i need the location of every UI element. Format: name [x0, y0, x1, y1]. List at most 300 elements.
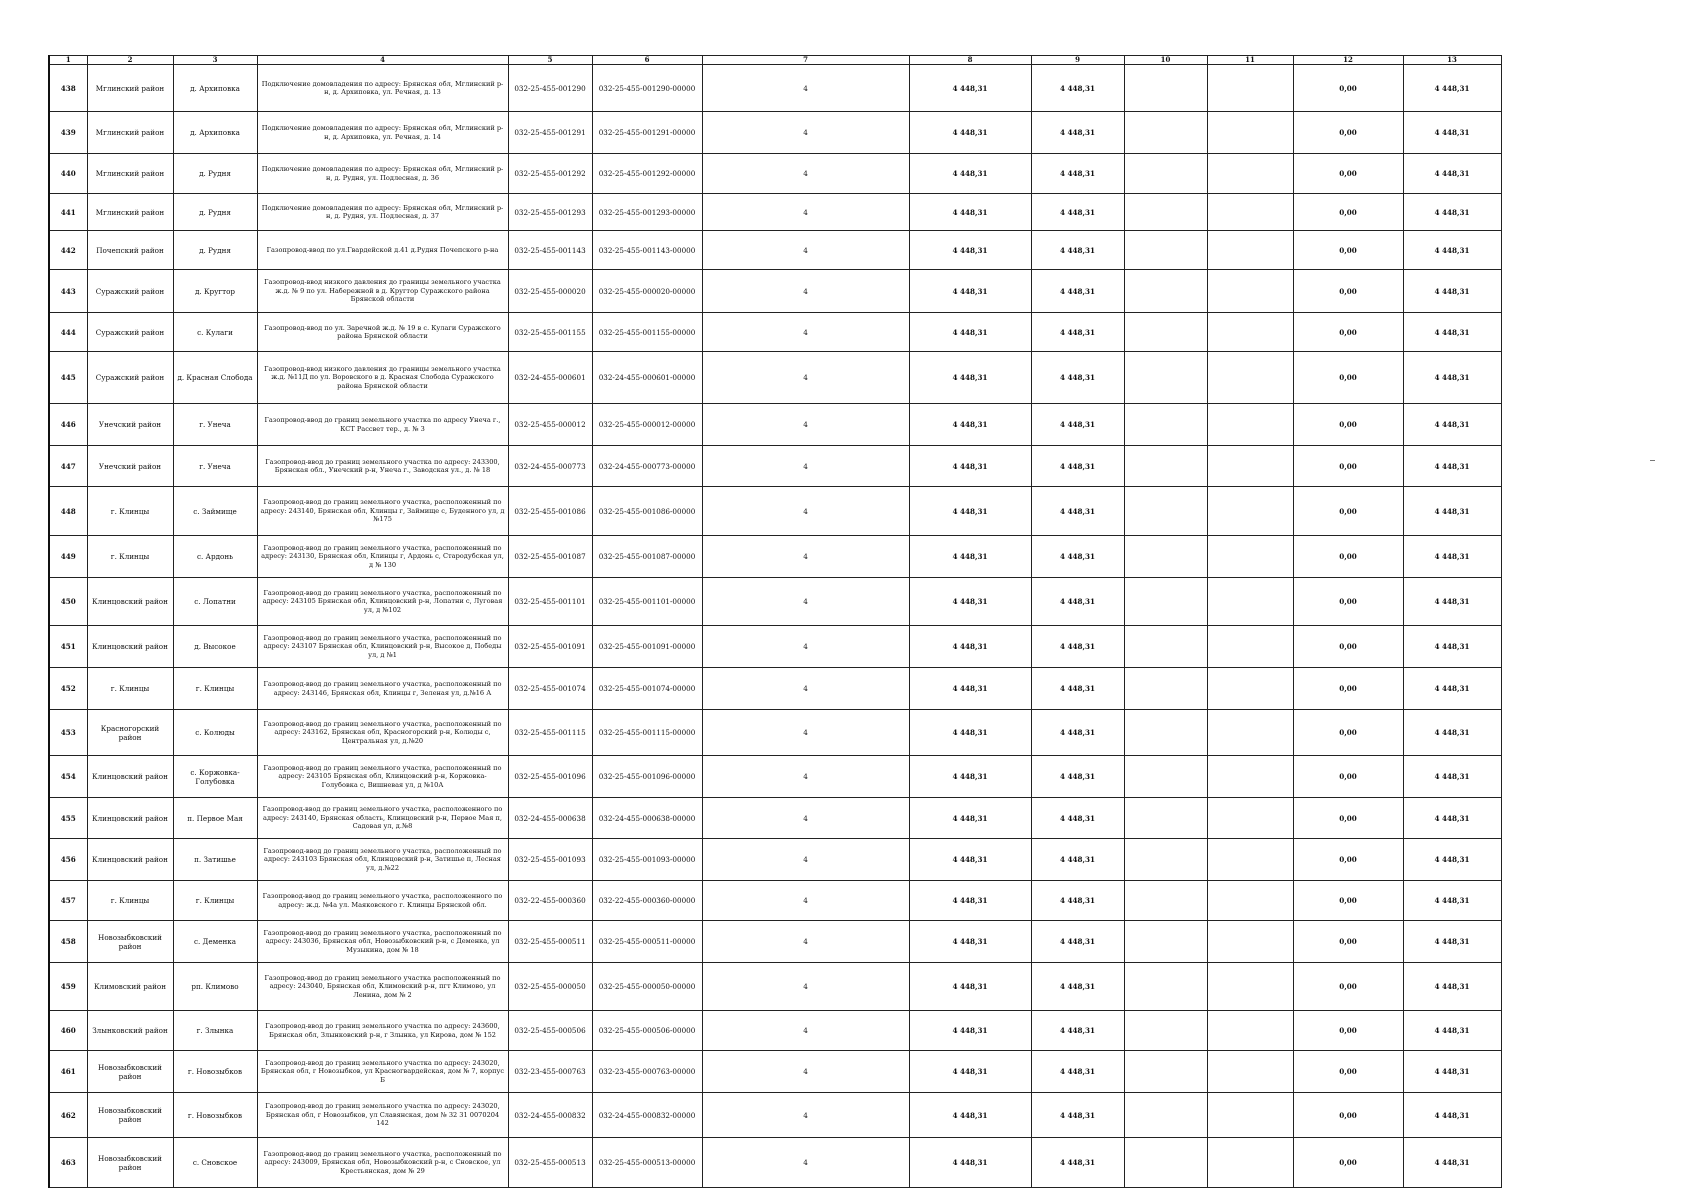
header-row [49, 56, 1501, 65]
col10-cell [1124, 626, 1207, 668]
col9-cell: 4 448,31 [1031, 798, 1124, 839]
object-description-cell: Газопровод-ввод до границ земельного участка по адресу: 243020, Брянская обл, г Новозыбков, ул Красногвардейская, дом № 7, корпус Б [257, 1051, 508, 1093]
col12-cell: 0,00 [1293, 313, 1403, 352]
table-row [49, 231, 1501, 270]
table-row [49, 963, 1501, 1011]
col8-cell: 4 448,31 [909, 710, 1031, 756]
column-header-12: 12 [1293, 56, 1403, 65]
full-code-cell: 032-25-455-001290-00000 [592, 65, 702, 112]
object-description-cell: Газопровод-ввод до границ земельного участка, расположенный по адресу: 243105 Брянская обл, Клинцовский р-н, Лопатни с, Луговая ул, д №102 [257, 578, 508, 626]
full-code-cell: 032-25-455-001074-00000 [592, 668, 702, 710]
col9-cell: 4 448,31 [1031, 1051, 1124, 1093]
col11-cell [1207, 487, 1293, 536]
district-cell: Унечский район [87, 404, 173, 446]
object-description-cell: Подключение домовладения по адресу: Брянская обл, Мглинский р-н, д. Архиповка, ул. Речная, д. 14 [257, 112, 508, 154]
district-cell: Клинцовский район [87, 839, 173, 881]
col13-cell: 4 448,31 [1403, 1138, 1501, 1188]
table-row [49, 446, 1501, 487]
col7-cell: 4 [702, 1011, 909, 1051]
object-code-cell: 032-24-455-000601 [508, 352, 592, 404]
col10-cell [1124, 798, 1207, 839]
district-cell: Суражский район [87, 352, 173, 404]
locality-cell: д. Высокое [173, 626, 257, 668]
locality-cell: д. Рудня [173, 194, 257, 231]
full-code-cell: 032-25-455-000020-00000 [592, 270, 702, 313]
col11-cell [1207, 1051, 1293, 1093]
object-description-cell: Газопровод-ввод до границ земельного участка по адресу: 243600, Брянская обл, Злынковский р-н, г Злынка, ул Кирова, дом № 152 [257, 1011, 508, 1051]
full-code-cell: 032-25-455-001293-00000 [592, 194, 702, 231]
object-description-cell: Газопровод-ввод до границ земельного участка, расположенный по адресу: 243130, Брянская обл, Клинцы г, Ардонь с, Стародубская ул, д № 130 [257, 536, 508, 578]
col13-cell: 4 448,31 [1403, 710, 1501, 756]
table-row [49, 487, 1501, 536]
col10-cell [1124, 578, 1207, 626]
col10-cell [1124, 1011, 1207, 1051]
object-code-cell: 032-25-455-001155 [508, 313, 592, 352]
district-cell: г. Клинцы [87, 487, 173, 536]
object-code-cell: 032-25-455-001093 [508, 839, 592, 881]
col7-cell: 4 [702, 352, 909, 404]
col10-cell [1124, 710, 1207, 756]
col12-cell: 0,00 [1293, 487, 1403, 536]
object-code-cell: 032-25-455-001291 [508, 112, 592, 154]
row-number: 446 [49, 404, 87, 446]
col11-cell [1207, 921, 1293, 963]
col9-cell: 4 448,31 [1031, 154, 1124, 194]
locality-cell: д. Рудня [173, 231, 257, 270]
locality-cell: г. Клинцы [173, 881, 257, 921]
col10-cell [1124, 536, 1207, 578]
district-cell: г. Клинцы [87, 881, 173, 921]
col11-cell [1207, 626, 1293, 668]
locality-cell: д. Архиповка [173, 112, 257, 154]
col8-cell: 4 448,31 [909, 1011, 1031, 1051]
row-number: 445 [49, 352, 87, 404]
full-code-cell: 032-25-455-000511-00000 [592, 921, 702, 963]
col13-cell: 4 448,31 [1403, 626, 1501, 668]
col10-cell [1124, 270, 1207, 313]
col13-cell: 4 448,31 [1403, 112, 1501, 154]
district-cell: Клинцовский район [87, 626, 173, 668]
col9-cell: 4 448,31 [1031, 65, 1124, 112]
object-code-cell: 032-25-455-000012 [508, 404, 592, 446]
locality-cell: п. Затишье [173, 839, 257, 881]
col11-cell [1207, 798, 1293, 839]
object-code-cell: 032-22-455-000360 [508, 881, 592, 921]
col7-cell: 4 [702, 626, 909, 668]
locality-cell: г. Унеча [173, 446, 257, 487]
col8-cell: 4 448,31 [909, 404, 1031, 446]
col11-cell [1207, 352, 1293, 404]
object-description-cell: Подключение домовладения по адресу: Брянская обл, Мглинский р-н, д. Архиповка, ул. Речная, д. 13 [257, 65, 508, 112]
col11-cell [1207, 881, 1293, 921]
col8-cell: 4 448,31 [909, 839, 1031, 881]
col12-cell: 0,00 [1293, 881, 1403, 921]
col8-cell: 4 448,31 [909, 1051, 1031, 1093]
col11-cell [1207, 536, 1293, 578]
row-number: 438 [49, 65, 87, 112]
col9-cell: 4 448,31 [1031, 668, 1124, 710]
col7-cell: 4 [702, 404, 909, 446]
table-row [49, 1093, 1501, 1138]
object-code-cell: 032-24-455-000638 [508, 798, 592, 839]
col12-cell: 0,00 [1293, 578, 1403, 626]
col13-cell: 4 448,31 [1403, 446, 1501, 487]
col12-cell: 0,00 [1293, 921, 1403, 963]
table-row [49, 154, 1501, 194]
row-number: 449 [49, 536, 87, 578]
col12-cell: 0,00 [1293, 154, 1403, 194]
col7-cell: 4 [702, 839, 909, 881]
col7-cell: 4 [702, 270, 909, 313]
col7-cell: 4 [702, 112, 909, 154]
col8-cell: 4 448,31 [909, 536, 1031, 578]
object-description-cell: Газопровод-ввод до границ земельного участка, расположенный по адресу: 243140, Брянская обл, Клинцы г, Займище с, Буденного ул, д №175 [257, 487, 508, 536]
col11-cell [1207, 404, 1293, 446]
col13-cell: 4 448,31 [1403, 1093, 1501, 1138]
column-header-6: 6 [592, 56, 702, 65]
district-cell: Новозыбковский район [87, 1051, 173, 1093]
locality-cell: г. Новозыбков [173, 1051, 257, 1093]
row-number: 453 [49, 710, 87, 756]
col12-cell: 0,00 [1293, 404, 1403, 446]
full-code-cell: 032-25-455-001155-00000 [592, 313, 702, 352]
object-code-cell: 032-25-455-000020 [508, 270, 592, 313]
full-code-cell: 032-25-455-001087-00000 [592, 536, 702, 578]
col13-cell: 4 448,31 [1403, 154, 1501, 194]
district-cell: Суражский район [87, 270, 173, 313]
col8-cell: 4 448,31 [909, 668, 1031, 710]
col9-cell: 4 448,31 [1031, 112, 1124, 154]
col12-cell: 0,00 [1293, 1051, 1403, 1093]
table-row [49, 112, 1501, 154]
col9-cell: 4 448,31 [1031, 710, 1124, 756]
col8-cell: 4 448,31 [909, 154, 1031, 194]
col9-cell: 4 448,31 [1031, 446, 1124, 487]
col9-cell: 4 448,31 [1031, 839, 1124, 881]
col7-cell: 4 [702, 756, 909, 798]
district-cell: Клинцовский район [87, 798, 173, 839]
col13-cell: 4 448,31 [1403, 1051, 1501, 1093]
locality-cell: д. Красная Слобода [173, 352, 257, 404]
object-code-cell: 032-25-455-001091 [508, 626, 592, 668]
col11-cell [1207, 963, 1293, 1011]
object-code-cell: 032-25-455-001143 [508, 231, 592, 270]
col10-cell [1124, 839, 1207, 881]
object-code-cell: 032-24-455-000832 [508, 1093, 592, 1138]
district-cell: Мглинский район [87, 154, 173, 194]
district-cell: Суражский район [87, 313, 173, 352]
col12-cell: 0,00 [1293, 1138, 1403, 1188]
column-header-7: 7 [702, 56, 909, 65]
locality-cell: п. Первое Мая [173, 798, 257, 839]
col7-cell: 4 [702, 446, 909, 487]
col11-cell [1207, 839, 1293, 881]
col9-cell: 4 448,31 [1031, 404, 1124, 446]
row-number: 440 [49, 154, 87, 194]
col11-cell [1207, 756, 1293, 798]
object-description-cell: Газопровод-ввод до границ земельного участка по адресу: 243300, Брянская обл., Унечский р-н, Унеча г., Заводская ул., д. № 18 [257, 446, 508, 487]
district-cell: г. Клинцы [87, 668, 173, 710]
row-number: 457 [49, 881, 87, 921]
col11-cell [1207, 446, 1293, 487]
col8-cell: 4 448,31 [909, 756, 1031, 798]
col10-cell [1124, 313, 1207, 352]
table-row [49, 404, 1501, 446]
row-number: 451 [49, 626, 87, 668]
col9-cell: 4 448,31 [1031, 921, 1124, 963]
row-number: 441 [49, 194, 87, 231]
locality-cell: с. Лопатни [173, 578, 257, 626]
full-code-cell: 032-25-455-001143-00000 [592, 231, 702, 270]
full-code-cell: 032-25-455-001086-00000 [592, 487, 702, 536]
col8-cell: 4 448,31 [909, 270, 1031, 313]
col10-cell [1124, 487, 1207, 536]
district-cell: Красногорский район [87, 710, 173, 756]
object-description-cell: Газопровод-ввод до границ земельного участка, расположенный по адресу: 243105 Брянская обл, Клинцовский р-н, Коржовка-Голубовка с, Вишневая ул, д №10А [257, 756, 508, 798]
col8-cell: 4 448,31 [909, 798, 1031, 839]
object-code-cell: 032-25-455-001115 [508, 710, 592, 756]
col7-cell: 4 [702, 1051, 909, 1093]
col7-cell: 4 [702, 313, 909, 352]
district-cell: Новозыбковский район [87, 921, 173, 963]
row-number: 443 [49, 270, 87, 313]
col10-cell [1124, 1051, 1207, 1093]
col12-cell: 0,00 [1293, 112, 1403, 154]
table-row [49, 921, 1501, 963]
locality-cell: д. Кругтор [173, 270, 257, 313]
object-description-cell: Газопровод-ввод низкого давления до границы земельного участка ж.д. № 9 по ул. Набережной в д. Кругтор Суражского района Брянской области [257, 270, 508, 313]
col11-cell [1207, 154, 1293, 194]
col11-cell [1207, 1093, 1293, 1138]
full-code-cell: 032-25-455-001115-00000 [592, 710, 702, 756]
col13-cell: 4 448,31 [1403, 352, 1501, 404]
col7-cell: 4 [702, 921, 909, 963]
col7-cell: 4 [702, 1138, 909, 1188]
column-header-2: 2 [87, 56, 173, 65]
object-description-cell: Газопровод-ввод по ул.Гвардейской д.41 д.Рудня Почепского р-на [257, 231, 508, 270]
full-code-cell: 032-25-455-000012-00000 [592, 404, 702, 446]
col8-cell: 4 448,31 [909, 446, 1031, 487]
col13-cell: 4 448,31 [1403, 404, 1501, 446]
object-code-cell: 032-23-455-000763 [508, 1051, 592, 1093]
col10-cell [1124, 112, 1207, 154]
col7-cell: 4 [702, 154, 909, 194]
table-row [49, 536, 1501, 578]
table-row [49, 881, 1501, 921]
col7-cell: 4 [702, 487, 909, 536]
row-number: 448 [49, 487, 87, 536]
col9-cell: 4 448,31 [1031, 1093, 1124, 1138]
column-header-8: 8 [909, 56, 1031, 65]
col11-cell [1207, 1011, 1293, 1051]
col11-cell [1207, 65, 1293, 112]
object-code-cell: 032-25-455-001101 [508, 578, 592, 626]
full-code-cell: 032-25-455-000513-00000 [592, 1138, 702, 1188]
locality-cell: г. Унеча [173, 404, 257, 446]
col9-cell: 4 448,31 [1031, 231, 1124, 270]
locality-cell: с. Займище [173, 487, 257, 536]
col7-cell: 4 [702, 668, 909, 710]
district-cell: Мглинский район [87, 112, 173, 154]
row-number: 442 [49, 231, 87, 270]
full-code-cell: 032-25-455-000506-00000 [592, 1011, 702, 1051]
row-number: 460 [49, 1011, 87, 1051]
locality-cell: г. Новозыбков [173, 1093, 257, 1138]
col8-cell: 4 448,31 [909, 194, 1031, 231]
col7-cell: 4 [702, 578, 909, 626]
table-row [49, 65, 1501, 112]
locality-cell: д. Архиповка [173, 65, 257, 112]
col11-cell [1207, 313, 1293, 352]
col7-cell: 4 [702, 194, 909, 231]
object-description-cell: Газопровод-ввод до границ земельного участка, расположенный по адресу: 243107 Брянская обл, Клинцовский р-н, Высокое д, Победы ул, д №1 [257, 626, 508, 668]
col10-cell [1124, 756, 1207, 798]
col9-cell: 4 448,31 [1031, 313, 1124, 352]
district-cell: Унечский район [87, 446, 173, 487]
col9-cell: 4 448,31 [1031, 536, 1124, 578]
full-code-cell: 032-24-455-000601-00000 [592, 352, 702, 404]
object-code-cell: 032-25-455-001290 [508, 65, 592, 112]
row-number: 439 [49, 112, 87, 154]
locality-cell: с. Сновское [173, 1138, 257, 1188]
object-code-cell: 032-25-455-000513 [508, 1138, 592, 1188]
col8-cell: 4 448,31 [909, 881, 1031, 921]
col11-cell [1207, 1138, 1293, 1188]
district-cell: Почепский район [87, 231, 173, 270]
object-description-cell: Подключение домовладения по адресу: Брянская обл, Мглинский р-н, д. Рудня, ул. Подлесная, д. 37 [257, 194, 508, 231]
col10-cell [1124, 65, 1207, 112]
column-header-9: 9 [1031, 56, 1124, 65]
row-number: 454 [49, 756, 87, 798]
row-number: 450 [49, 578, 87, 626]
object-code-cell: 032-25-455-000511 [508, 921, 592, 963]
locality-cell: с. Деменка [173, 921, 257, 963]
full-code-cell: 032-25-455-001101-00000 [592, 578, 702, 626]
col12-cell: 0,00 [1293, 270, 1403, 313]
object-description-cell: Подключение домовладения по адресу: Брянская обл, Мглинский р-н, д. Рудня, ул. Подлесная, д. 36 [257, 154, 508, 194]
locality-cell: с. Колюды [173, 710, 257, 756]
full-code-cell: 032-25-455-001291-00000 [592, 112, 702, 154]
col9-cell: 4 448,31 [1031, 352, 1124, 404]
full-code-cell: 032-25-455-000050-00000 [592, 963, 702, 1011]
row-number: 456 [49, 839, 87, 881]
full-code-cell: 032-25-455-001091-00000 [592, 626, 702, 668]
col11-cell [1207, 668, 1293, 710]
table-row [49, 1138, 1501, 1188]
col12-cell: 0,00 [1293, 839, 1403, 881]
row-number: 462 [49, 1093, 87, 1138]
col8-cell: 4 448,31 [909, 626, 1031, 668]
column-header-5: 5 [508, 56, 592, 65]
col10-cell [1124, 668, 1207, 710]
object-code-cell: 032-25-455-001096 [508, 756, 592, 798]
col8-cell: 4 448,31 [909, 487, 1031, 536]
row-number: 447 [49, 446, 87, 487]
col12-cell: 0,00 [1293, 626, 1403, 668]
scan-mark [1650, 460, 1655, 461]
full-code-cell: 032-24-455-000638-00000 [592, 798, 702, 839]
table-row [49, 1011, 1501, 1051]
col10-cell [1124, 1138, 1207, 1188]
row-number: 452 [49, 668, 87, 710]
col8-cell: 4 448,31 [909, 963, 1031, 1011]
col8-cell: 4 448,31 [909, 1138, 1031, 1188]
col12-cell: 0,00 [1293, 446, 1403, 487]
district-cell: Мглинский район [87, 65, 173, 112]
object-description-cell: Газопровод-ввод до границ земельного участка, расположенный по адресу: 243103 Брянская обл, Клинцовский р-н, Затишье п, Лесная ул, д.№22 [257, 839, 508, 881]
col8-cell: 4 448,31 [909, 352, 1031, 404]
col9-cell: 4 448,31 [1031, 963, 1124, 1011]
table-row [49, 352, 1501, 404]
district-cell: Новозыбковский район [87, 1093, 173, 1138]
object-code-cell: 032-24-455-000773 [508, 446, 592, 487]
full-code-cell: 032-25-455-001093-00000 [592, 839, 702, 881]
col8-cell: 4 448,31 [909, 313, 1031, 352]
col13-cell: 4 448,31 [1403, 194, 1501, 231]
table-row [49, 756, 1501, 798]
object-description-cell: Газопровод-ввод по ул. Заречной ж.д. № 19 в с. Кулаги Суражского района Брянской области [257, 313, 508, 352]
district-cell: Новозыбковский район [87, 1138, 173, 1188]
district-cell: Злынковский район [87, 1011, 173, 1051]
row-number: 458 [49, 921, 87, 963]
full-code-cell: 032-25-455-001096-00000 [592, 756, 702, 798]
object-description-cell: Газопровод-ввод низкого давления до границы земельного участка ж.д. №11Д по ул. Воровского в д. Красная Слобода Суражского района Брянской области [257, 352, 508, 404]
object-description-cell: Газопровод-ввод до границ земельного участка по адресу: 243020, Брянская обл, г Новозыбков, ул Славянская, дом № 32 31 0070204 142 [257, 1093, 508, 1138]
col10-cell [1124, 154, 1207, 194]
column-header-4: 4 [257, 56, 508, 65]
object-code-cell: 032-25-455-001087 [508, 536, 592, 578]
object-description-cell: Газопровод-ввод до границ земельного участка, расположенный по адресу: 243146, Брянская обл, Клинцы г, Зеленая ул, д.№16 А [257, 668, 508, 710]
col10-cell [1124, 404, 1207, 446]
table-row [49, 839, 1501, 881]
column-header-3: 3 [173, 56, 257, 65]
object-description-cell: Газопровод-ввод до границ земельного участка по адресу Унеча г., КСТ Рассвет тер., д. № 3 [257, 404, 508, 446]
row-number: 461 [49, 1051, 87, 1093]
col13-cell: 4 448,31 [1403, 487, 1501, 536]
col12-cell: 0,00 [1293, 352, 1403, 404]
col11-cell [1207, 231, 1293, 270]
object-code-cell: 032-25-455-000050 [508, 963, 592, 1011]
col13-cell: 4 448,31 [1403, 756, 1501, 798]
col10-cell [1124, 352, 1207, 404]
col7-cell: 4 [702, 1093, 909, 1138]
col8-cell: 4 448,31 [909, 578, 1031, 626]
col13-cell: 4 448,31 [1403, 839, 1501, 881]
col8-cell: 4 448,31 [909, 65, 1031, 112]
row-number: 455 [49, 798, 87, 839]
object-description-cell: Газопровод-ввод до границ земельного участка, расположенный по адресу: 243162, Брянская обл, Красногорский р-н, Колюды с, Центральная ул, д.№20 [257, 710, 508, 756]
col10-cell [1124, 231, 1207, 270]
col10-cell [1124, 921, 1207, 963]
col10-cell [1124, 1093, 1207, 1138]
col10-cell [1124, 194, 1207, 231]
col12-cell: 0,00 [1293, 231, 1403, 270]
col13-cell: 4 448,31 [1403, 881, 1501, 921]
table-row [49, 194, 1501, 231]
object-description-cell: Газопровод-ввод до границ земельного участка расположенный по адресу: 243040, Брянская обл, Климовский р-н, пгт Климово, ул Ленина, дом № 2 [257, 963, 508, 1011]
col9-cell: 4 448,31 [1031, 194, 1124, 231]
full-code-cell: 032-24-455-000832-00000 [592, 1093, 702, 1138]
col7-cell: 4 [702, 710, 909, 756]
col7-cell: 4 [702, 798, 909, 839]
col9-cell: 4 448,31 [1031, 881, 1124, 921]
table-row [49, 798, 1501, 839]
column-header-10: 10 [1124, 56, 1207, 65]
full-code-cell: 032-23-455-000763-00000 [592, 1051, 702, 1093]
col10-cell [1124, 446, 1207, 487]
col13-cell: 4 448,31 [1403, 270, 1501, 313]
col9-cell: 4 448,31 [1031, 626, 1124, 668]
